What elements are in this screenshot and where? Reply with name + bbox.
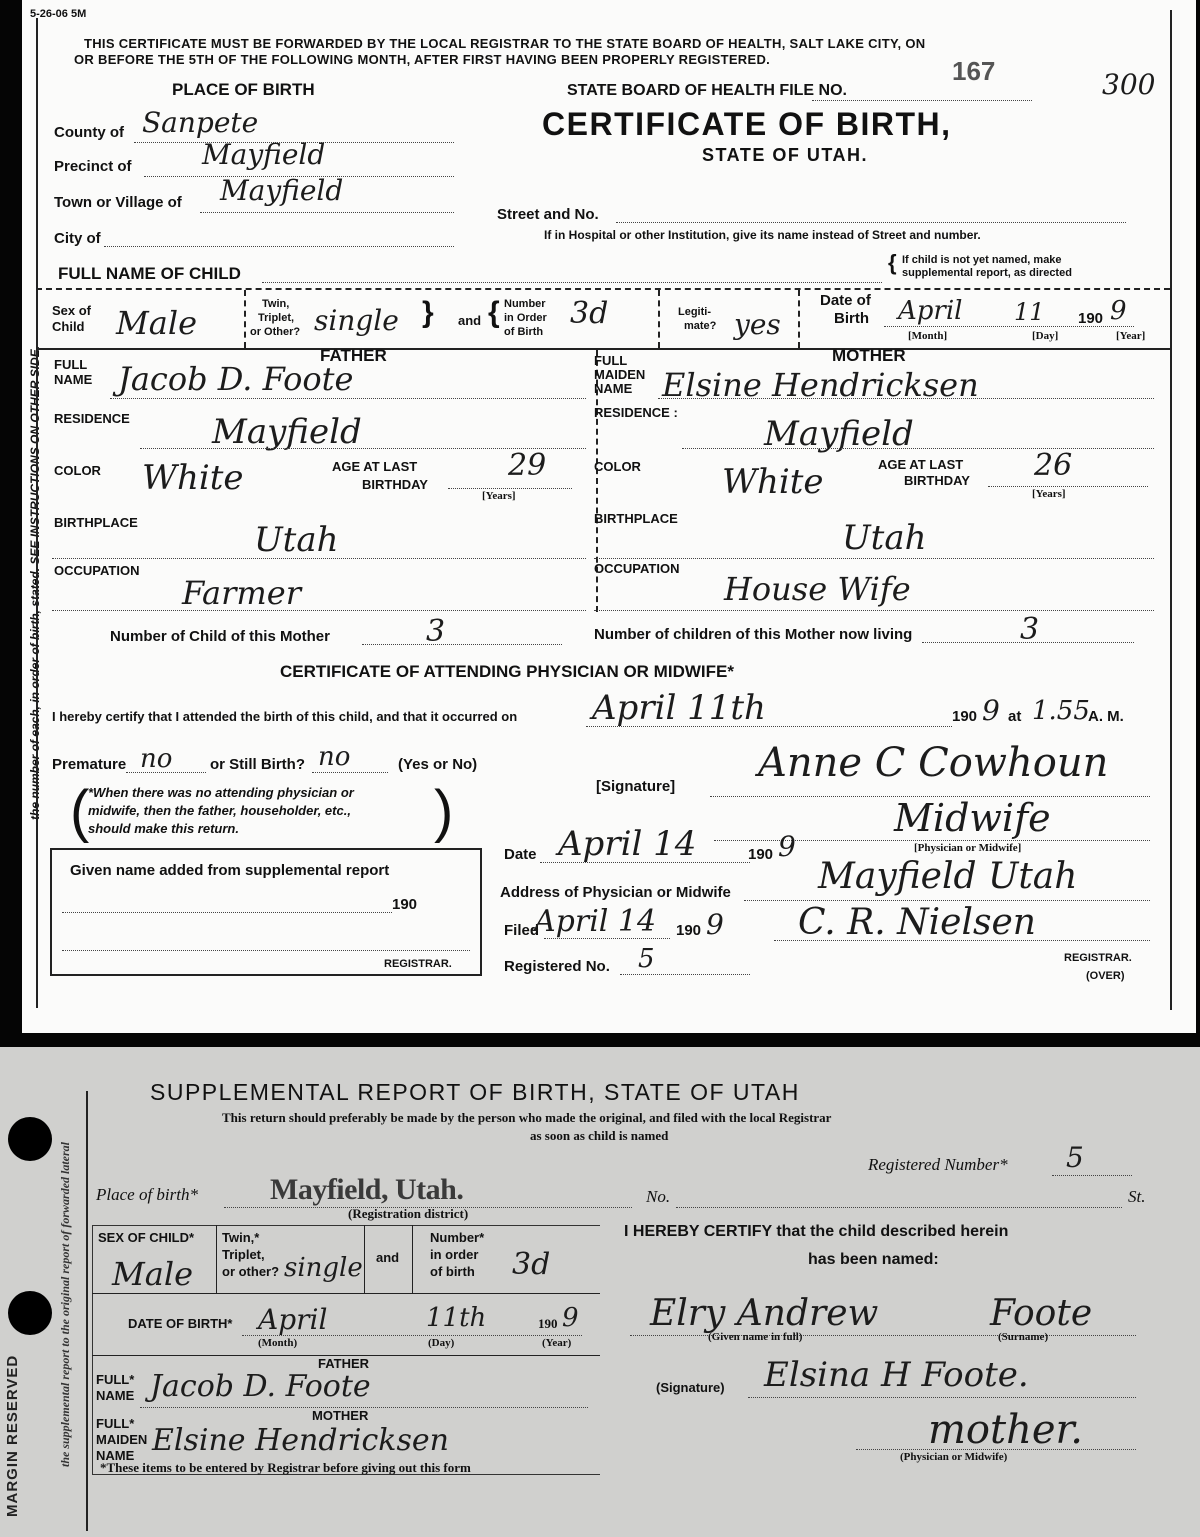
supplement-title: SUPPLEMENTAL REPORT OF BIRTH, STATE OF UTAH xyxy=(150,1079,800,1105)
mother-birthplace-field[interactable]: Utah xyxy=(842,518,927,558)
twin-label-2: Triplet, xyxy=(222,1247,265,1262)
town-field[interactable]: Mayfield xyxy=(220,174,344,207)
state-file-line xyxy=(812,100,1032,101)
father-occupation-label: OCCUPATION xyxy=(54,563,140,578)
physician-signature-field[interactable]: Anne C Cowhoun xyxy=(758,740,1109,786)
top-notice-2: OR BEFORE THE 5TH OF THE FOLLOWING MONTH, AFTER FIRST HAVING BEEN PROPERLY REGISTERED. xyxy=(74,52,771,67)
mother-color-label: COLOR xyxy=(594,459,641,474)
twin-label-3: or other? xyxy=(222,1264,280,1279)
order-label-1: Number* xyxy=(430,1230,485,1245)
full-name-child-label: FULL NAME OF CHILD xyxy=(58,264,241,283)
mother-full-label: FULL* xyxy=(96,1416,135,1431)
address-field[interactable]: Mayfield Utah xyxy=(818,856,1078,897)
place-stamp: Mayfield, Utah. xyxy=(270,1173,464,1206)
father-heading: FATHER xyxy=(318,1356,370,1371)
at-label: at xyxy=(1008,708,1022,725)
mother-birthplace-label: BIRTHPLACE xyxy=(594,511,678,526)
date-year-prefix: 190 xyxy=(748,846,774,863)
father-age-label-2: BIRTHDAY xyxy=(362,477,428,492)
footnote: *These items to be entered by Registrar before giving out this form xyxy=(100,1460,471,1475)
living-field[interactable]: 3 xyxy=(1020,612,1040,647)
signature-label: [Signature] xyxy=(596,778,676,795)
twin-label-2: Triplet, xyxy=(258,312,295,324)
registration-district: (Registration district) xyxy=(348,1206,469,1221)
sex-field[interactable]: Male xyxy=(116,304,198,342)
supplemental-report xyxy=(0,1047,1200,1537)
mother-name-field[interactable]: Elsine Hendricksen xyxy=(152,1423,449,1458)
sex-field[interactable]: Male xyxy=(112,1255,194,1293)
midwife-note-1: *When there was no attending physician or xyxy=(88,785,354,800)
father-heading: FATHER xyxy=(320,346,387,365)
registered-number-label: Registered Number* xyxy=(868,1155,1008,1174)
midwife-note-2: midwife, then the father, householder, etc., xyxy=(88,803,351,818)
order-label-3: of Birth xyxy=(504,326,544,338)
punch-hole-bottom xyxy=(8,1291,52,1335)
father-residence-label: RESIDENCE xyxy=(54,411,130,426)
father-name-label: NAME xyxy=(96,1388,135,1403)
registrar-signature-field[interactable]: C. R. Nielsen xyxy=(798,902,1036,943)
am-label: A. M. xyxy=(1088,708,1124,725)
certify-date-field[interactable]: April 11th xyxy=(592,688,766,728)
dob-year-prefix: 190 xyxy=(538,1316,558,1331)
father-full-label: FULL xyxy=(54,357,88,372)
father-age-field[interactable]: 29 xyxy=(508,448,547,483)
father-birthplace-field[interactable]: Utah xyxy=(254,520,339,560)
father-residence-field[interactable]: Mayfield xyxy=(212,412,362,452)
filed-year-field[interactable]: 9 xyxy=(706,908,724,941)
place-of-birth-heading: PLACE OF BIRTH xyxy=(172,80,315,99)
county-field[interactable]: Sanpete xyxy=(142,106,259,139)
given-year-prefix: 190 xyxy=(392,896,418,913)
father-years-caption: [Years] xyxy=(482,490,516,502)
order-label-1: Number xyxy=(504,298,546,310)
mother-full-label: FULL xyxy=(594,353,628,368)
registered-number-field[interactable]: 5 xyxy=(1066,1141,1084,1174)
mother-heading: MOTHER xyxy=(832,346,906,365)
physician-title-field[interactable]: Midwife xyxy=(894,796,1051,840)
twin-label-1: Twin,* xyxy=(222,1230,260,1245)
form-code: 5-26-06 5M xyxy=(30,8,87,20)
legit-label-1: Legiti- xyxy=(678,306,711,318)
street-label: Street and No. xyxy=(497,206,599,223)
dob-day-field[interactable]: 11th xyxy=(426,1303,487,1333)
mother-color-field[interactable]: White xyxy=(722,462,824,502)
physician-caption: [Physician or Midwife] xyxy=(914,842,1022,854)
year-caption: (Year) xyxy=(542,1337,572,1349)
order-label-2: in order xyxy=(430,1247,479,1262)
and-label: and xyxy=(376,1250,400,1265)
signature-label: (Signature) xyxy=(656,1380,725,1395)
certify-line-1: I HEREBY CERTIFY that the child described herein xyxy=(624,1223,1009,1240)
signature-field[interactable]: Elsina H Foote. xyxy=(764,1355,1029,1395)
father-color-field[interactable]: White xyxy=(142,458,244,498)
dob-label: DATE OF BIRTH* xyxy=(128,1316,233,1331)
father-birthplace-label: BIRTHPLACE xyxy=(54,515,138,530)
father-full-label: FULL* xyxy=(96,1372,135,1387)
corner-number: 300 xyxy=(1102,68,1156,101)
unnamed-note-2: supplemental report, as directed xyxy=(902,267,1072,279)
sex-label: SEX OF CHILD* xyxy=(98,1230,195,1245)
mother-occupation-field[interactable]: House Wife xyxy=(724,570,911,608)
top-notice-1: THIS CERTIFICATE MUST BE FORWARDED BY THE LOCAL REGISTRAR TO THE STATE BOARD OF HEALTH, SALT LAKE CITY, ON xyxy=(84,36,926,51)
mother-age-label-1: AGE AT LAST xyxy=(878,457,964,472)
child-given-name-field[interactable]: Elry Andrew xyxy=(650,1293,879,1334)
left-border xyxy=(36,18,38,1008)
premature-field[interactable]: no xyxy=(140,744,173,774)
certify-time-field[interactable]: 1.55 xyxy=(1032,696,1090,726)
supplement-intro-2: as soon as child is named xyxy=(530,1128,669,1143)
dob-year-field[interactable]: 9 xyxy=(1110,296,1127,326)
hospital-note: If in Hospital or other Institution, give its name instead of Street and number. xyxy=(544,228,981,242)
midwife-note-3: should make this return. xyxy=(88,821,239,836)
order-label-2: in Order xyxy=(504,312,547,324)
state-file-label: STATE BOARD OF HEALTH FILE NO. xyxy=(567,82,847,99)
date-label: Date xyxy=(504,846,537,863)
registrar-label: REGISTRAR. xyxy=(1064,952,1132,964)
mother-name-label: NAME xyxy=(96,1448,135,1463)
dob-label-2: Birth xyxy=(834,310,869,327)
surname-caption: (Surname) xyxy=(998,1331,1049,1343)
right-border xyxy=(1170,10,1172,1010)
stillbirth-field[interactable]: no xyxy=(318,742,351,772)
dob-year-prefix: 190 xyxy=(1078,310,1104,327)
address-label: Address of Physician or Midwife xyxy=(500,884,731,901)
certificate-title: CERTIFICATE OF BIRTH, xyxy=(542,106,952,142)
mother-maiden-label: MAIDEN xyxy=(96,1432,148,1447)
day-caption: (Day) xyxy=(428,1337,455,1349)
certify-line-2: has been named: xyxy=(808,1251,939,1268)
father-name-label: NAME xyxy=(54,372,93,387)
order-field[interactable]: 3d xyxy=(512,1247,551,1282)
mother-name-field[interactable]: Elsine Hendricksen xyxy=(662,366,979,404)
mother-occupation-label: OCCUPATION xyxy=(594,561,680,576)
mother-maiden-label: MAIDEN xyxy=(594,367,646,382)
mother-age-label-2: BIRTHDAY xyxy=(904,473,970,488)
legit-label-2: mate? xyxy=(684,320,717,332)
mother-name-label: NAME xyxy=(594,381,633,396)
supplement-left-border xyxy=(86,1091,88,1531)
dob-month-field[interactable]: April xyxy=(898,296,963,326)
mother-heading: MOTHER xyxy=(312,1408,369,1423)
signer-caption: (Physician or Midwife) xyxy=(900,1451,1008,1463)
given-caption: (Given name in full) xyxy=(708,1331,803,1343)
over-label: (OVER) xyxy=(1086,970,1125,982)
precinct-label: Precinct of xyxy=(54,158,132,175)
child-surname-field[interactable]: Foote xyxy=(990,1293,1093,1334)
day-caption: [Day] xyxy=(1032,330,1059,342)
premature-label: Premature xyxy=(52,756,127,773)
sex-label-1: Sex of xyxy=(52,303,92,318)
father-name-field[interactable]: Jacob D. Foote xyxy=(118,360,354,398)
father-name-field[interactable]: Jacob D. Foote xyxy=(150,1369,371,1404)
side-note: the number of each, in order of birth, stated. SEE INSTRUCTIONS ON OTHER SIDE. xyxy=(28,345,42,820)
year-caption: [Year] xyxy=(1116,330,1146,342)
st-label: St. xyxy=(1128,1187,1146,1206)
dob-month-field[interactable]: April xyxy=(258,1303,328,1336)
father-color-label: COLOR xyxy=(54,463,101,478)
given-registrar-label: REGISTRAR. xyxy=(384,958,452,970)
registered-field[interactable]: 5 xyxy=(638,944,655,974)
margin-note: the supplemental report to the original report of forwarded lateral xyxy=(58,1141,72,1467)
dob-day-field[interactable]: 11 xyxy=(1014,298,1045,326)
state-file-number: 167 xyxy=(952,56,996,86)
punch-hole-top xyxy=(8,1117,52,1161)
order-field[interactable]: 3d xyxy=(570,296,609,331)
twin-field[interactable]: single xyxy=(284,1253,363,1283)
sex-label-2: Child xyxy=(52,319,85,334)
county-label: County of xyxy=(54,124,124,141)
date-field[interactable]: April 14 xyxy=(558,824,697,864)
month-caption: (Month) xyxy=(258,1337,298,1349)
stillbirth-label: or Still Birth? xyxy=(210,756,305,773)
legitimate-field[interactable]: yes xyxy=(734,308,781,341)
child-number-field[interactable]: 3 xyxy=(426,614,446,649)
physician-heading: CERTIFICATE OF ATTENDING PHYSICIAN OR MIDWIFE* xyxy=(280,662,734,681)
father-occupation-field[interactable]: Farmer xyxy=(182,574,301,612)
city-label: City of xyxy=(54,230,101,247)
living-label: Number of children of this Mother now living xyxy=(594,626,913,643)
father-age-label-1: AGE AT LAST xyxy=(332,459,418,474)
filed-field[interactable]: April 14 xyxy=(534,904,657,939)
mother-years-caption: [Years] xyxy=(1032,488,1066,500)
dob-year-field[interactable]: 9 xyxy=(562,1303,579,1333)
month-caption: [Month] xyxy=(908,330,948,342)
certify-year-field[interactable]: 9 xyxy=(982,694,1000,727)
signer-role-field[interactable]: mother. xyxy=(928,1407,1083,1453)
no-label: No. xyxy=(646,1187,671,1206)
yes-no-label: (Yes or No) xyxy=(398,756,478,773)
mother-age-field[interactable]: 26 xyxy=(1034,448,1073,483)
order-label-3: of birth xyxy=(430,1264,475,1279)
twin-field[interactable]: single xyxy=(314,304,399,337)
dob-label-1: Date of xyxy=(820,292,871,309)
twin-label-1: Twin, xyxy=(262,298,290,310)
town-label: Town or Village of xyxy=(54,194,182,211)
child-number-label: Number of Child of this Mother xyxy=(110,628,330,645)
filed-label: Filed xyxy=(504,922,540,939)
certify-year-prefix: 190 xyxy=(952,708,978,725)
supplement-intro-1: This return should preferably be made by the person who made the original, and filed with the local Registrar xyxy=(222,1110,832,1125)
birth-certificate: the number of each, in order of birth, stated. SEE INSTRUCTIONS ON OTHER SIDE. 5-26-06 5M THIS CERTIFICATE MUST BE FORWARDED BY THE LOCAL REGISTRAR TO THE STATE BOARD OF HEALTH, SALT LAKE CITY, ON OR BEFORE THE 5TH OF THE FOLLOWING MONTH, AFTER FIRST HAVING BEEN PROPERLY REGISTERED. PLACE OF BIRTH STATE BOARD OF HEALTH FILE NO. 167 300 CERTIFICATE OF BIRTH, STATE OF UTAH. County of Sanpete Precinct of Mayfield Town or Village of Mayfield City of Street and No. If in Hospital or other Institution, give its name instead of Street and number. FULL NAME OF CHILD { If child is not yet named, make supplemental report, as directed Sex of Child Male Twin, Triplet, or Other? single } and { Number in Order of Birth 3d Legiti- mate? yes Date of Birth April 11 190 9 [Month] [Day] [Year] FATHER MOTHER FULL NAME Jacob D. Foote FULL MAIDEN NAME Elsine Hendricksen RESIDENCE Mayfield RESIDENCE : Mayfield COLOR White AGE AT LAST BIRTHDAY 29 [Years] COLOR White AGE AT LAST BIRTHDAY 26 [Years] BIRTHPLACE Utah BIRTHPLACE Utah OCCUPATION Farmer OCCUPATION House Wife Number of Child of this Mother 3 Number of children of this Mother now living 3 CERTIFICATE OF ATTENDING PHYSICIAN OR MIDWIFE* I hereby certify that I attended the birth of this child, and that it occurred on April 11th 190 9 at 1.55 A. M. Premature no or Still Birth? no (Yes or No) [Signature] Anne C Cowhoun ( *When there was no attending physician or midwife, then the father, householder, etc., should make this return. ) Midwife [Physician or Midwife] Given name added from supplemental report 190 REGISTRAR. Date April 14 190 9 Address of Physician or Midwife Mayfield Utah Filed April 14 190 9 C. R. Nielsen REGISTRAR. Registered No. 5 (OVER) xyxy=(22,0,1196,1033)
mother-residence-field[interactable]: Mayfield xyxy=(764,414,914,454)
date-year-field[interactable]: 9 xyxy=(778,830,796,863)
given-name-label: Given name added from supplemental report xyxy=(70,862,390,879)
registered-label: Registered No. xyxy=(504,958,610,975)
filed-year-prefix: 190 xyxy=(676,922,702,939)
and-label: and xyxy=(458,313,482,328)
unnamed-note-1: If child is not yet named, make xyxy=(902,254,1062,266)
precinct-field[interactable]: Mayfield xyxy=(202,138,326,171)
twin-label-3: or Other? xyxy=(250,326,301,338)
certificate-subtitle: STATE OF UTAH. xyxy=(702,145,868,165)
margin-label: MARGIN RESERVED xyxy=(4,1354,21,1517)
place-label: Place of birth* xyxy=(96,1185,198,1204)
mother-residence-label: RESIDENCE : xyxy=(594,405,678,420)
certify-text: I hereby certify that I attended the birth of this child, and that it occurred on xyxy=(52,709,518,724)
